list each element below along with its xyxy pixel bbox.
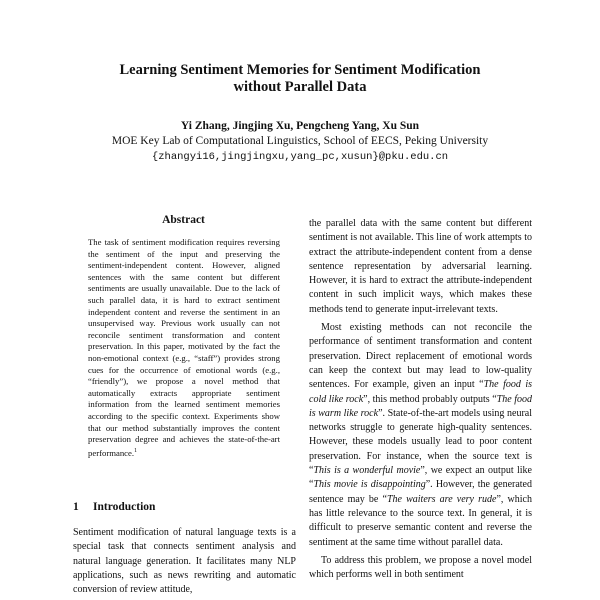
p2-text-f: ”, which has little relevance to the source text. In general, it is difficult to preserve semantic content and reverse the sentiment at the same time without parallel data. bbox=[309, 493, 532, 548]
example-4: This movie is disappointing bbox=[313, 479, 426, 491]
affiliation: MOE Key Lab of Computational Linguistics, School of EECS, Peking University bbox=[111, 135, 489, 147]
section-number: 1 bbox=[73, 501, 79, 513]
right-column bbox=[309, 217, 532, 582]
paper-title bbox=[0, 62, 600, 96]
title-line-1: Learning Sentiment Memories for Sentiment Modification bbox=[119, 62, 481, 78]
abstract-heading: Abstract bbox=[162, 214, 205, 226]
author-list: Yi Zhang, Jingjing Xu, Pengcheng Yang, Xu Sun bbox=[180, 120, 420, 132]
paragraph-2 bbox=[309, 321, 532, 550]
title-line-2: without Parallel Data bbox=[233, 79, 367, 95]
p2-text-e: ”. However, the generated sentence may be “ bbox=[309, 479, 532, 505]
introduction-text: Sentiment modification of natural language texts is a special task that connects sentiment analysis and natural language generation. It facilitates many NLP applications, such as news rewriting and automatic conversion of review attitude, bbox=[73, 527, 296, 596]
p2-text-d: ”, we expect an output like “ bbox=[309, 465, 532, 491]
example-1: The food is cold like rock bbox=[309, 379, 532, 405]
section-heading-introduction bbox=[73, 501, 293, 513]
example-2: The food is warm like rock bbox=[309, 393, 532, 419]
author-emails: {zhangyi16,jingjingxu,yang_pc,xusun}@pku.edu.cn bbox=[151, 151, 449, 163]
section-title: Introduction bbox=[93, 501, 156, 513]
abstract-body bbox=[88, 237, 280, 459]
paragraph-1: the parallel data with the same content but different sentiment is not available. This line of work attempts to extract the attribute-independent content from a dense sentence representation by adversarial learning. However, it is hard to extract the attribute-independent content in such implicit ways, which makes these methods tend to generate input-irrelevant texts. bbox=[309, 218, 532, 315]
p2-text-b: ”, this method probably outputs “ bbox=[363, 393, 497, 405]
footnote-mark: 1 bbox=[134, 447, 138, 454]
p2-text-a: Most existing methods can not reconcile the performance of sentiment transformation and content preservation. Direct replacement of emotional words can keep the context but may lead to low-quality sentences. For example, given an input “ bbox=[309, 322, 532, 391]
introduction-body bbox=[73, 526, 296, 597]
example-5: The waiters are very rude bbox=[386, 493, 497, 505]
p2-text-c: ”. State-of-the-art models using neural networks struggle to generate high-quality sentences. However, these models usually lead to poor content preservation. For instance, when the source text is “ bbox=[309, 407, 532, 477]
paragraph-3: To address this problem, we propose a novel model which performs well in both sentiment bbox=[309, 554, 532, 581]
example-3: This is a wonderful movie bbox=[313, 465, 421, 477]
abstract-text: The task of sentiment modification requires reversing the sentiment of the input and preserving the sentiment-independent content. However, aligned sentences with the same content but different sentiments are usually unavailable. Due to the lack of such parallel data, it is hard to extract sentiment independent content and reverse the sentiment in an unsupervised way. Previous work usually can not reconcile sentiment transformation and content preservation. In this paper, motivated by the fact the non-emotional context (e.g., “staff”) provides strong cues for the occurrence of emotional words (e.g., “friendly”), we propose a novel method that automatically extracts appropriate sentiment information from the learned sentiment memories according to the specific context. Experiments show that our method substantially improves the content preservation degree and achieves the state-of-the-art performance. bbox=[88, 237, 280, 458]
